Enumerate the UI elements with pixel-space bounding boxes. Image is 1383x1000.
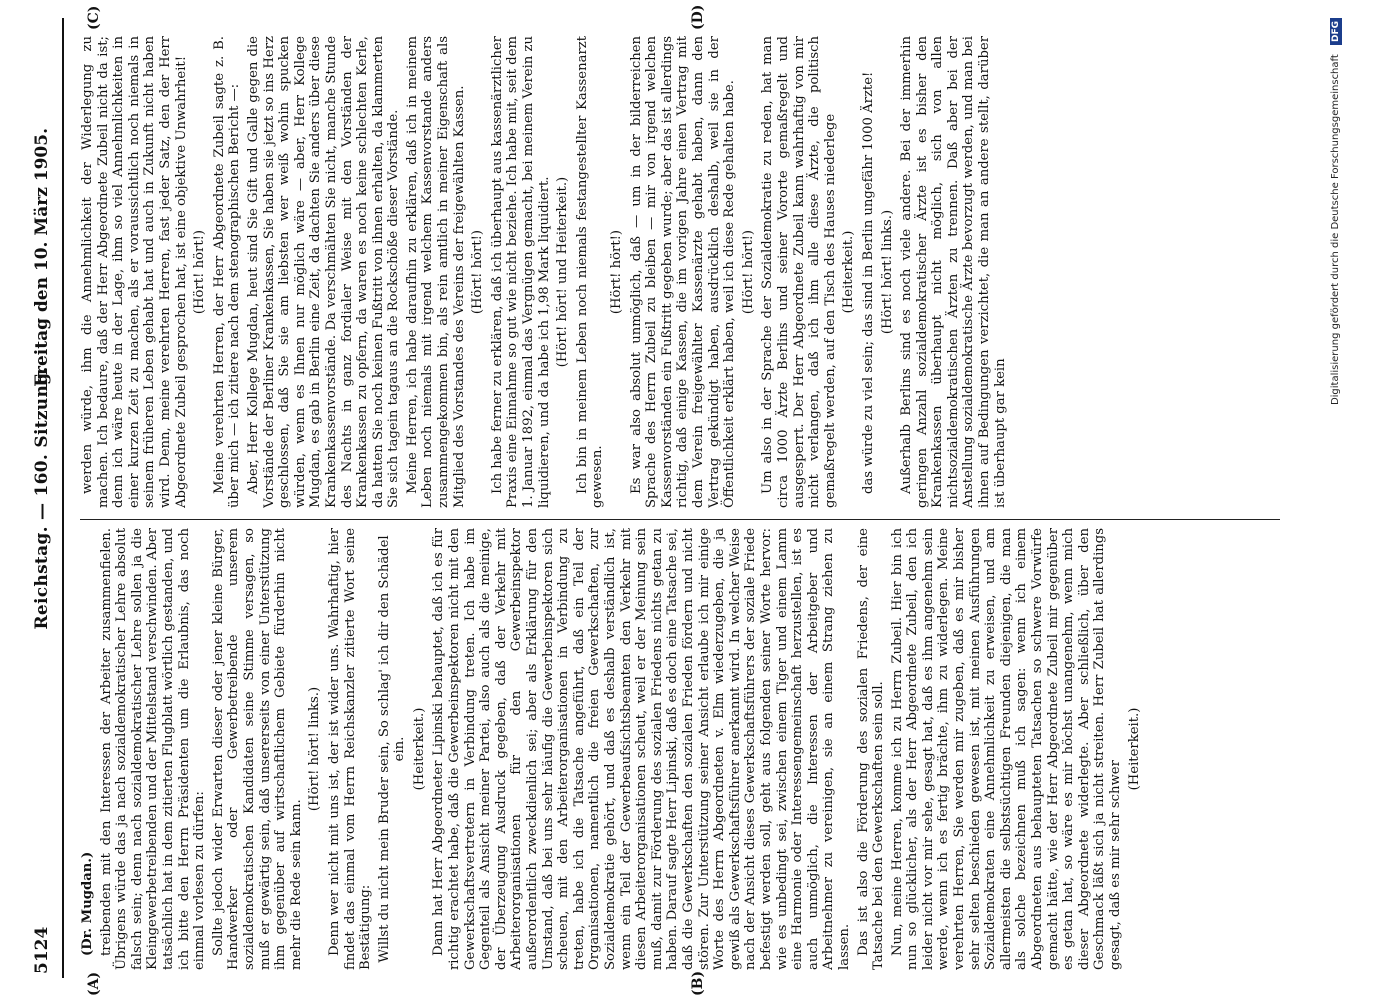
right-paragraph: Aber, Herr Kollege Mugdan, heut sind Sie Gift und Galle gegen die Vorstände der Berliner Krankenkassen, Sie haben sie jetzt so ins Herz geschlossen, daß Sie sie am liebsten wer weiß wohin spucken würden, wenn es Ihnen nur möglich wäre — aber, Herr Kollege Mugdan, es gab in Berlin eine Zeit, da dachten Sie anders über diese Krankenkassenvorstände. Da verschmähten Sie nicht, manche Stunde des Nachts in ganz fordialer Weise mit den Vorständen der Krankenkassen zu opfern, da waren es noch keine schlechten Kerle, da hatten Sie noch keinen Fußtritt von ihnen erhalten, da klammerten Sie sich tagein tagaus an die Rockschöße dieser Vorstände. [245, 36, 402, 508]
page-header [18, 18, 64, 978]
page-number: 5124 [32, 926, 52, 974]
interjection: (Hört! hört! und Heiterkeit.) [555, 176, 571, 368]
interjection: (Heiterkeit.) [1126, 707, 1142, 791]
credit-text: Digitalisierung gefördert durch die Deutsche Forschungsgemeinschaft [1330, 54, 1341, 406]
right-paragraph: Es war also absolut unmöglich, daß — um in der bilderreichen Sprache des Herrn Zubeil zu bleiben — mir von irgend welchen Kassenvorständen ein Fußtritt gegeben wurde; aber das ist allerdings richtig, daß einige Kassen, die im vorigen Jahre einen Vertrag mit dem Verein freigewählter Kassenärzte gehabt haben, dann den Vertrag gekündigt haben, ausdrücklich deshalb, weil sie in der Öffentlichkeit erklärt haben, weil ich diese Rede gehalten habe. [628, 36, 738, 508]
running-title: Reichstag. — 160. Sitzung. [32, 366, 52, 630]
right-paragraph: werden würde, ihm die Annehmlichkeit der Widerlegung zu machen. Ich bedaure, daß der Herr Abgeordnete Zubeil nicht da ist; denn ich wäre heute in der Lage, ihm so viel Annehmlichkeiten in einer kurzen Zeit zu machen, als er voraussichtlich noch niemals in seinem früheren Leben gehabt hat und auch in Zukunft nicht haben wird. Denn, meine verehrten Herren, fast jeder Satz, den der Herr Abgeordnete Zubeil gesprochen hat, ist eine objektive Unwahrheit! [80, 36, 189, 508]
left-column [80, 528, 1280, 970]
interjection: (Hört! hört!) [609, 229, 624, 315]
interjection: (Hört! hört! links.) [307, 686, 323, 812]
right-column [80, 36, 1280, 508]
left-paragraph: Denn wer nicht mit uns ist, der ist wider uns. Wahrhaftig, hier findet das einmal vom Herrn Reichskanzler zitierte Wort seine Bestätigung: [326, 528, 374, 970]
digitization-credit [1330, 18, 1342, 978]
column-divider [80, 519, 1280, 520]
margin-mark-a: (A) [86, 971, 102, 996]
margin-mark-c: (C) [86, 5, 102, 30]
interjection: (Hört! hört!) [470, 229, 486, 315]
interjection: (Heiterkeit.) [411, 707, 427, 791]
speaker-label: (Dr. Mugdan.) [80, 851, 95, 956]
left-paragraph: Sollte jedoch wider Erwarten dieser oder jener kleine Bürger, Handwerker oder Gewerbetreibende unserem sozialdemokratischen Kandidaten seine Stimme versagen, so muß er gewärtig sein, daß unsererseits von einer Unterstützung ihm gegenüber auf wirtschaftlichem Gebiete fürderhin nicht mehr die Rede sein kann. [210, 528, 304, 970]
interjection: (Hört! hört! links.) [879, 209, 895, 335]
left-paragraph: Dann hat Herr Abgeordneter Lipinski behauptet, daß ich es für richtig erachtet habe, daß die Gewerbeinspektoren nicht mit den Gewerkschaftsvertretern in Verbindung treten. Ich habe im Gegenteil als Ansicht meiner Partei, also auch als die meinige, der Überzeugung Ausdruck gegeben, daß der Verkehr mit Arbeiterorganisationen für den Gewerbeinspektor außerordentlich zweckdienlich sei; aber als Erklärung für den Umstand, daß bei uns sehr häufig die Gewerbeinspektoren sich scheuen, mit den Arbeiterorganisationen in Verbindung zu treten, habe ich die Tatsache angeführt, daß ein Teil der Organisationen, namentlich die freien Gewerkschaften, zur Sozialdemokratie gehört, und daß es deshalb verständlich ist, wenn ein Teil der Gewerbeaufsichtsbeamten den Verkehr mit diesen Arbeiterorganisationen scheut, weil er der Meinung sein muß, damit zur Förderung des sozialen Friedens nichts getan zu haben. Darauf sagte Herr Lipinski, daß es doch eine Tatsache sei, daß die Gewerkschaften den sozialen Frieden fördern und nicht stören. Zur Unterstützung seiner Ansicht erlaube ich mir einige Worte des Herrn Abgeordneten v. Elm wiederzugeben, die ja gewiß als Gewerkschaftsführer anerkannt wird. In welcher Weise nach der Ansicht dieses Gewerkschaftsführers der soziale Friede befestigt werden soll, geht aus folgenden seiner Worte hervor: wie es unbedingt sei, zwischen einem Tiger und einem Lamm eine Harmonie oder Interessengemeinschaft herzustellen, ist es auch unmöglich, die Interessen der Arbeitgeber und Arbeitnehmer zu vereinigen, sie an einem Strang ziehen zu lassen. [431, 528, 852, 970]
margin-mark-b: (B) [690, 970, 706, 996]
left-paragraph: treibenden mit den Interessen der Arbeiter zusammenfielen. Übrigens würde das ja nach sozialdemokratischer Lehre absolut falsch sein; denn nach sozialdemokratischer Lehre sollen ja die Kleingewerbetreibenden und der Mittelstand verschwinden. Aber tatsächlich hat in dem zitierten Flugblatt wörtlich gestanden, und ich bitte den Herrn Präsidenten um die Erlaubnis, das noch einmal vorlesen zu dürfen: [98, 528, 208, 970]
left-paragraph: Das ist also die Förderung des sozialen Friedens, der eine Tatsache bei den Gewerkschaften sein soll. [855, 528, 887, 970]
interjection: (Hört! hört!) [740, 229, 756, 315]
margin-mark-d: (D) [690, 4, 706, 30]
right-paragraph: Außerhalb Berlins sind es noch viele andere. Bei der immerhin geringen Anzahl sozialdemokratischer Ärzte ist es bisher den Krankenkassen überhaupt nicht möglich, sich von allen nichtsozialdemokratischen Ärzten zu trennen. Daß aber bei der Anstellung sozialdemokratische Ärzte bevorzugt werden, und man bei ihnen auf Bedingungen verzichtet, die man an andere stellt, darüber ist überhaupt gar kein [899, 36, 1008, 508]
document-page [0, 4, 1383, 996]
right-paragraph: Um also in der Sprache der Sozialdemokratie zu reden, hat man circa 1000 Ärzte Berlins und seiner Vororte gemaßregelt und ausgesperrt. Der Herr Abgeordnete Zubeil kann wahrhaftig von mir nicht verlangen, daß ich ihm alle diese Ärzte, die politisch gemaßregelt werden, auf den Tisch des Hauses niederlege [760, 36, 838, 508]
quote: Willst du nicht mein Bruder sein, So schlag' ich dir den Schädel ein. [376, 535, 408, 963]
dfg-logo: DFG [1330, 18, 1342, 45]
left-paragraph: Nun, meine Herren, komme ich zu Herrn Zubeil. Hier bin ich nun so glücklicher, als der Herr Abgeordnete Zubeil, den ich leider nicht vor mir sehe, gesagt hat, daß es ihm angenehm sein werde, wenn ich es fertig brächte, ihm zu widerlegen. Meine verehrten Herren, Sie werden mir zugeben, daß es mir bisher sehr selten beschieden gewesen ist, mit meinen Ausführungen Sozialdemokraten eine Annehmlichkeit zu erweisen, und am allermeisten die selbstsüchtigen Freunden diejenigen, die man als solche bezeichnen muß ich sagen: wenn ich einem Abgeordneten aus behaupteten Tatsachen so schwere Vorwürfe gemacht hätte, wie der Herr Abgeordnete Zubeil mir gegenüber es getan hat, so wäre es mir höchst unangenehm, wenn mich dieser Abgeordnete widerlegte. Aber schließlich, über den Geschmack läßt sich ja nicht streiten. Herr Zubeil hat allerdings gesagt, daß es mir sehr schwer [889, 528, 1123, 970]
interjection: (Heiterkeit.) [841, 230, 857, 314]
right-paragraph: Meine verehrten Herren, der Herr Abgeordnete Zubeil sagte z. B. über mich — ich zitiere nach dem stenographischen Bericht —: [211, 36, 243, 508]
right-paragraph: Meine Herren, ich habe daraufhin zu erklären, daß ich in meinem Leben noch niemals mit irgend welchem Kassenvorstande anders zusammengekommen bin, als rein amtlich in meiner Eigenschaft als Mitglied des Vorstandes des Vereins der freigewählten Kassen. [404, 36, 467, 508]
interjection: (Hört! hört!) [192, 229, 208, 315]
right-paragraph: das würde zu viel sein; das sind in Berlin ungefähr 1000 Ärzte! [860, 71, 876, 494]
right-paragraph: Ich bin in meinem Leben noch niemals festangestellter Kassenarzt gewesen. [574, 36, 606, 508]
session-date: Freitag den 10. März 1905. [32, 128, 52, 387]
right-paragraph: Ich habe ferner zu erklären, daß ich überhaupt aus kassenärztlicher Praxis eine Einnahme so gut wie nicht beziehe. Ich habe mit, seit dem 1. Januar 1892, einmal das Vergnügen gemacht, bei meinem Verein zu liquidieren, und da habe ich 1,98 Mark liquidiert. [489, 36, 552, 508]
